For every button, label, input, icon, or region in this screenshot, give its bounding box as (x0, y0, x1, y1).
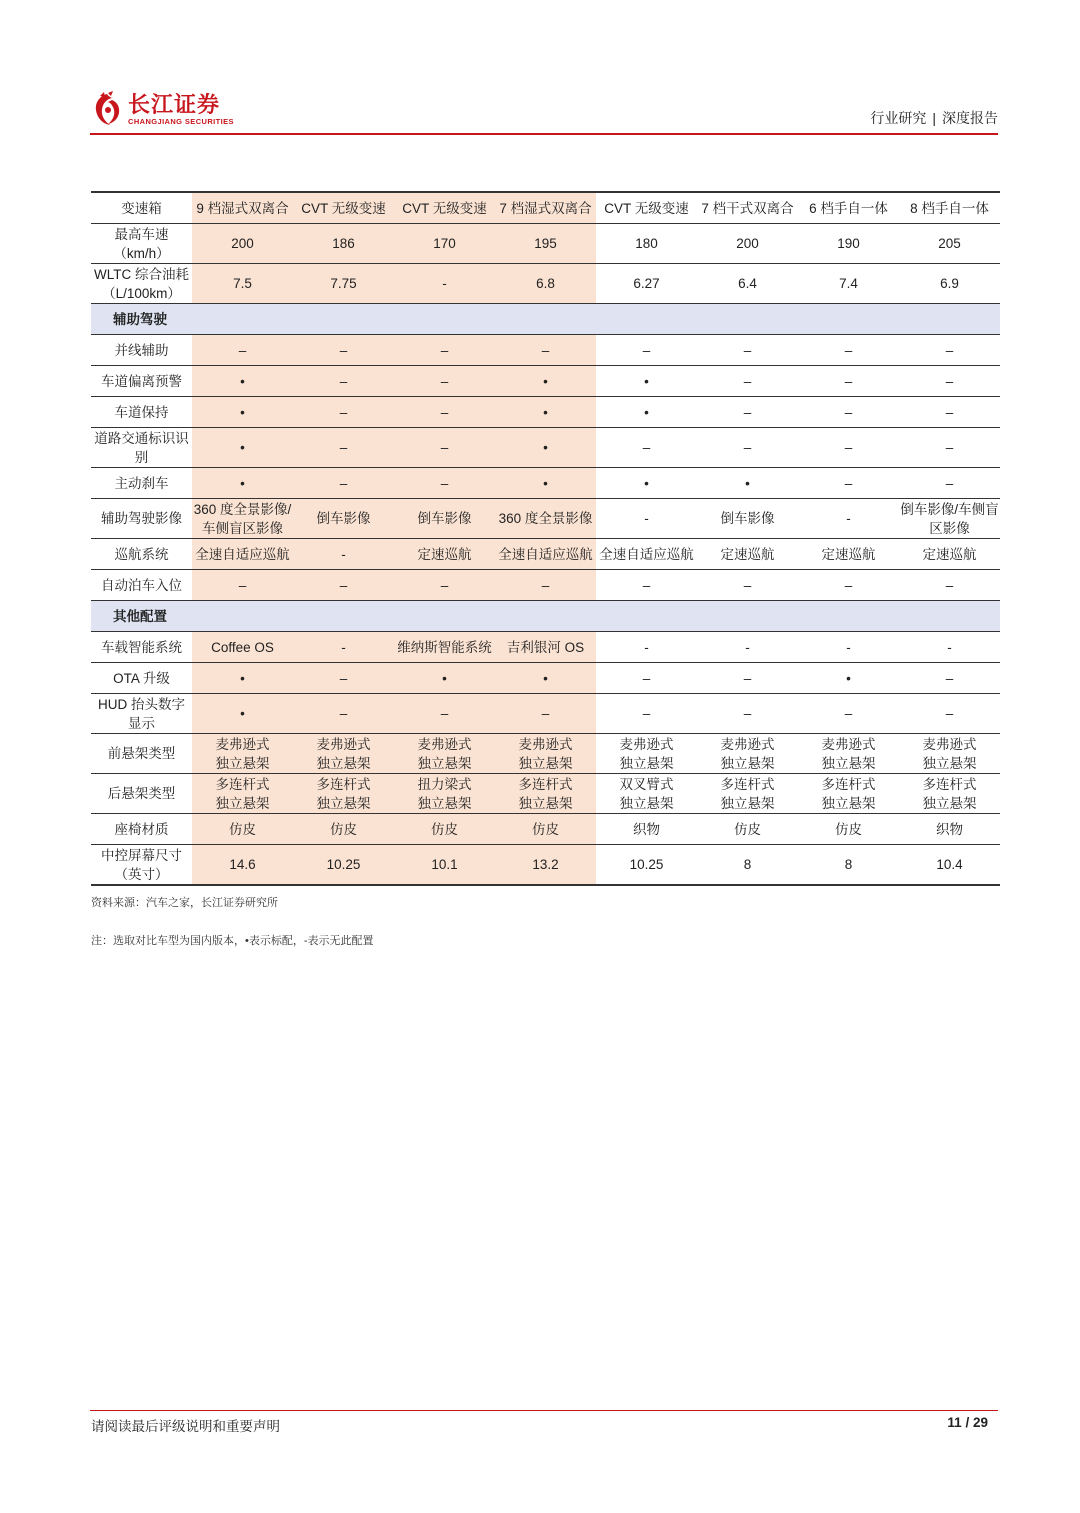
table-cell: - (899, 632, 1000, 663)
table-cell: 维纳斯智能系统 (394, 632, 495, 663)
table-cell: 360 度全景影像/车侧盲区影像 (192, 499, 293, 539)
table-cell: • (192, 694, 293, 734)
table-cell: – (394, 335, 495, 366)
row-label: 中控屏幕尺寸 （英寸） (91, 845, 192, 886)
table-cell: - (293, 539, 394, 570)
table-cell: - (798, 499, 899, 539)
report-category (870, 108, 998, 128)
table-cell: • (495, 663, 596, 694)
table-cell: – (394, 468, 495, 499)
table-cell: • (798, 663, 899, 694)
row-label: 车道保持 (91, 397, 192, 428)
table-cell: – (596, 428, 697, 468)
category-label: 行业研究 (870, 110, 927, 126)
header-divider (90, 133, 998, 135)
table-cell: – (293, 468, 394, 499)
row-label: OTA 升级 (91, 663, 192, 694)
table-cell: – (394, 366, 495, 397)
table-row (91, 694, 1000, 734)
table-cell: – (192, 335, 293, 366)
table-row (91, 632, 1000, 663)
table-cell: • (697, 468, 798, 499)
table-cell: – (697, 694, 798, 734)
table-cell: – (798, 335, 899, 366)
table-cell: - (293, 632, 394, 663)
table-row (91, 570, 1000, 601)
table-cell: 186 (293, 224, 394, 264)
row-label: 座椅材质 (91, 814, 192, 845)
row-label: HUD 抬头数字显示 (91, 694, 192, 734)
row-label: 变速箱 (91, 192, 192, 224)
table-cell: – (899, 335, 1000, 366)
table-cell: 多连杆式 独立悬架 (293, 774, 394, 814)
table-cell: – (495, 570, 596, 601)
table-cell: 多连杆式 独立悬架 (899, 774, 1000, 814)
table-cell: 双叉臂式 独立悬架 (596, 774, 697, 814)
table-cell: 6 档手自一体 (798, 192, 899, 224)
page-header (90, 88, 1000, 136)
table-cell: 10.1 (394, 845, 495, 886)
table-cell: • (192, 397, 293, 428)
table-cell: – (697, 570, 798, 601)
table-cell: • (596, 468, 697, 499)
section-title: 辅助驾驶 (91, 304, 1000, 335)
table-cell: • (192, 663, 293, 694)
row-label: 道路交通标识识别 (91, 428, 192, 468)
table-cell: – (495, 335, 596, 366)
table-cell: CVT 无级变速 (293, 192, 394, 224)
table-row (91, 397, 1000, 428)
table-cell: – (899, 663, 1000, 694)
table-cell: 6.27 (596, 264, 697, 304)
table-cell: 8 档手自一体 (899, 192, 1000, 224)
table-cell: 仿皮 (495, 814, 596, 845)
table-cell: – (798, 694, 899, 734)
table-cell: 麦弗逊式 独立悬架 (798, 734, 899, 774)
table-cell: - (697, 632, 798, 663)
table-cell: – (293, 570, 394, 601)
table-cell: 麦弗逊式 独立悬架 (192, 734, 293, 774)
table-cell: – (596, 694, 697, 734)
table-cell: 倒车影像 (293, 499, 394, 539)
table-cell: 10.4 (899, 845, 1000, 886)
row-label: 后悬架类型 (91, 774, 192, 814)
table-row (91, 663, 1000, 694)
table-cell: 多连杆式 独立悬架 (697, 774, 798, 814)
table-cell: – (798, 366, 899, 397)
table-cell: 195 (495, 224, 596, 264)
table-cell: – (798, 468, 899, 499)
table-cell: 麦弗逊式 独立悬架 (697, 734, 798, 774)
table-cell: - (596, 499, 697, 539)
table-cell: 仿皮 (192, 814, 293, 845)
table-cell: 织物 (899, 814, 1000, 845)
table-row (91, 499, 1000, 539)
table-cell: 8 (697, 845, 798, 886)
table-cell: 205 (899, 224, 1000, 264)
table-cell: 14.6 (192, 845, 293, 886)
table-cell: 7 档干式双离合 (697, 192, 798, 224)
table-cell: – (596, 335, 697, 366)
table-cell: – (394, 694, 495, 734)
table-cell: 200 (192, 224, 293, 264)
table-cell: 麦弗逊式 独立悬架 (596, 734, 697, 774)
table-cell: 吉利银河 OS (495, 632, 596, 663)
section-title: 其他配置 (91, 601, 1000, 632)
source-note: 资料来源：汽车之家，长江证券研究所 (91, 897, 278, 909)
table-cell: – (293, 428, 394, 468)
table-cell: 仿皮 (293, 814, 394, 845)
table-cell: – (293, 335, 394, 366)
table-cell: 全速自适应巡航 (495, 539, 596, 570)
table-cell: – (293, 694, 394, 734)
page-total: 29 (972, 1415, 988, 1430)
table-cell: • (394, 663, 495, 694)
table-cell: – (596, 570, 697, 601)
table-cell: – (899, 397, 1000, 428)
table-cell: 倒车影像/车侧盲区影像 (899, 499, 1000, 539)
table-cell: 7.75 (293, 264, 394, 304)
table-cell: • (596, 397, 697, 428)
table-cell: 多连杆式 独立悬架 (798, 774, 899, 814)
table-cell: 180 (596, 224, 697, 264)
row-label: 最高车速 （km/h） (91, 224, 192, 264)
row-label: 辅助驾驶影像 (91, 499, 192, 539)
table-cell: – (192, 570, 293, 601)
table-cell: 仿皮 (697, 814, 798, 845)
table-cell: – (697, 335, 798, 366)
table-cell: 8 (798, 845, 899, 886)
table-cell: – (394, 570, 495, 601)
row-label: 自动泊车入位 (91, 570, 192, 601)
table-row (91, 539, 1000, 570)
table-section-row (91, 304, 1000, 335)
company-logo (90, 90, 234, 130)
row-label: 车载智能系统 (91, 632, 192, 663)
table-row (91, 428, 1000, 468)
table-cell: 全速自适应巡航 (596, 539, 697, 570)
phoenix-logo-icon (90, 90, 124, 130)
table-cell: 13.2 (495, 845, 596, 886)
table-cell: – (394, 397, 495, 428)
table-row (91, 845, 1000, 886)
table-cell: • (596, 366, 697, 397)
table-cell: 7.5 (192, 264, 293, 304)
table-cell: - (596, 632, 697, 663)
footer-divider (90, 1410, 998, 1411)
table-cell: 麦弗逊式 独立悬架 (495, 734, 596, 774)
table-cell: – (899, 428, 1000, 468)
table-cell: - (798, 632, 899, 663)
table-cell: 定速巡航 (798, 539, 899, 570)
table-cell: • (192, 468, 293, 499)
logo-chinese-name: 长江证券 (128, 92, 221, 117)
table-cell: 170 (394, 224, 495, 264)
table-cell: – (495, 694, 596, 734)
table-cell: 扭力梁式 独立悬架 (394, 774, 495, 814)
table-cell: CVT 无级变速 (394, 192, 495, 224)
table-cell: – (899, 570, 1000, 601)
table-cell: 倒车影像 (697, 499, 798, 539)
page-current: 11 (947, 1415, 962, 1430)
table-cell: • (192, 428, 293, 468)
table-cell: 6.4 (697, 264, 798, 304)
table-cell: 9 档湿式双离合 (192, 192, 293, 224)
table-cell: – (798, 397, 899, 428)
table-cell: 多连杆式 独立悬架 (495, 774, 596, 814)
table-section-row (91, 601, 1000, 632)
row-label: 主动刹车 (91, 468, 192, 499)
table-cell: 7 档湿式双离合 (495, 192, 596, 224)
table-cell: • (495, 397, 596, 428)
table-row (91, 774, 1000, 814)
table-cell: 麦弗逊式 独立悬架 (899, 734, 1000, 774)
table-cell: 360 度全景影像 (495, 499, 596, 539)
logo-english-name: CHANGJIANG SECURITIES (128, 117, 234, 126)
table-cell: – (899, 694, 1000, 734)
row-label: 巡航系统 (91, 539, 192, 570)
table-row (91, 264, 1000, 304)
table-cell: 6.8 (495, 264, 596, 304)
table-cell: 仿皮 (798, 814, 899, 845)
table-cell: 多连杆式 独立悬架 (192, 774, 293, 814)
table-cell: 织物 (596, 814, 697, 845)
table-cell: – (293, 366, 394, 397)
table-cell: 200 (697, 224, 798, 264)
table-cell: – (293, 663, 394, 694)
table-cell: CVT 无级变速 (596, 192, 697, 224)
table-row (91, 224, 1000, 264)
table-row (91, 468, 1000, 499)
table-row (91, 192, 1000, 224)
table-row (91, 814, 1000, 845)
table-cell: – (798, 428, 899, 468)
report-type-label: 深度报告 (942, 110, 998, 126)
row-label: 前悬架类型 (91, 734, 192, 774)
table-cell: – (697, 366, 798, 397)
table-cell: – (899, 366, 1000, 397)
table-row (91, 734, 1000, 774)
table-cell: • (192, 366, 293, 397)
table-cell: – (394, 428, 495, 468)
table-cell: • (495, 468, 596, 499)
footer-disclaimer: 请阅读最后评级说明和重要声明 (91, 1419, 280, 1434)
table-cell: – (697, 397, 798, 428)
table-cell: 10.25 (293, 845, 394, 886)
header-separator: | (932, 110, 936, 126)
table-row (91, 335, 1000, 366)
page-separator: / (965, 1415, 970, 1430)
vehicle-spec-table (91, 191, 1000, 886)
table-cell: • (495, 428, 596, 468)
row-label: 车道偏离预警 (91, 366, 192, 397)
table-cell: – (798, 570, 899, 601)
table-cell: 定速巡航 (899, 539, 1000, 570)
table-row (91, 366, 1000, 397)
table-cell: 6.9 (899, 264, 1000, 304)
table-cell: 倒车影像 (394, 499, 495, 539)
page-number (947, 1415, 988, 1430)
table-cell: 190 (798, 224, 899, 264)
table-cell: • (495, 366, 596, 397)
table-cell: – (596, 663, 697, 694)
table-cell: 定速巡航 (394, 539, 495, 570)
row-label: WLTC 综合油耗 （L/100km） (91, 264, 192, 304)
row-label: 并线辅助 (91, 335, 192, 366)
table-cell: – (293, 397, 394, 428)
table-cell: – (899, 468, 1000, 499)
table-cell: 麦弗逊式 独立悬架 (293, 734, 394, 774)
table-cell: 全速自适应巡航 (192, 539, 293, 570)
table-cell: 定速巡航 (697, 539, 798, 570)
table-cell: 麦弗逊式 独立悬架 (394, 734, 495, 774)
remark-note: 注：选取对比车型为国内版本，•表示标配，-表示无此配置 (91, 935, 374, 947)
table-cell: 7.4 (798, 264, 899, 304)
table-cell: - (394, 264, 495, 304)
table-cell: Coffee OS (192, 632, 293, 663)
table-cell: – (697, 663, 798, 694)
table-cell: 仿皮 (394, 814, 495, 845)
table-cell: – (697, 428, 798, 468)
table-cell: 10.25 (596, 845, 697, 886)
